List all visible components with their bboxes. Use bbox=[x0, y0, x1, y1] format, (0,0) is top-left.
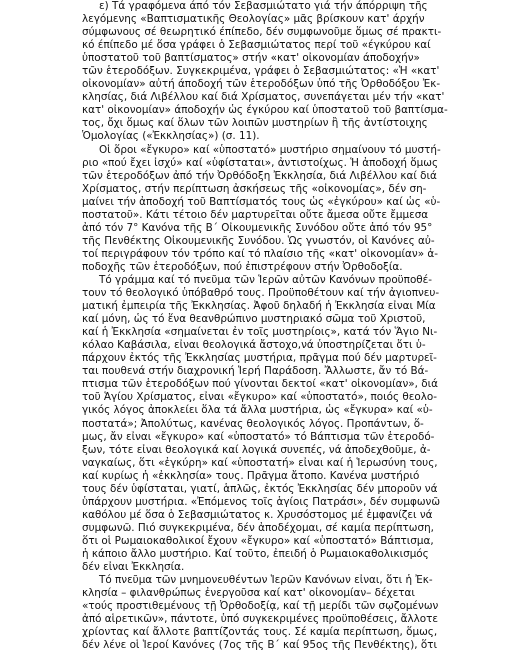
text-line: κλησίας, διά Λιβέλλου καί διά Χρίσματος, συνεπάγεται μέν τήν «κατ' bbox=[82, 91, 445, 104]
text-line: τουν τό θεολογικό ὑπόβαθρό τους. Προϋποθέτουν καί τήν ἀγιοπνευ- bbox=[82, 287, 440, 300]
text-line: τοῦ Ἁγίου Χρίσματος, εἶναι «ἔγκυρο» καί «ὑποστατό», ποιός θεολο- bbox=[82, 391, 437, 404]
text-line: λεγόμενης «Βαπτισματικῆς Θεολογίας» μᾶς βρίσκουν κατ' άρχήν bbox=[82, 13, 425, 26]
text-line: καί ἡ Ἐκκλησία «σημαίνεται ἐν τοῖς μυστηρίοις», κατά τόν Ἅγιο Νι- bbox=[82, 326, 438, 339]
text-line: τους δέν ὑφίσταται, γιατί, ἁπλῶς, ἐκτός Ἐκκλησίας δέν μποροῦν νά bbox=[82, 482, 438, 495]
text-line: πάρχουν ἐκτός τῆς Ἐκκλησίας μυστήρια, πρᾶγμα πού δέν μαρτυρεῖ- bbox=[82, 352, 437, 365]
text-line: ριο «πού ἔχει ἰσχύ» καί «ὑφίσταται», ἀντιστοίχως. Ἡ ἀποδοχή ὅμως bbox=[82, 156, 439, 169]
text-line: ματική ἐμπειρία τῆς Ἐκκλησίας. Ἀφοῦ δηλαδή ἡ Ἐκκλησία εἶναι Μία bbox=[82, 300, 436, 313]
text-line: ὑποστατοῦ τοῦ βαπτίσματος» στήν «κατ' οἰκονομίαν άποδοχήν» bbox=[82, 52, 420, 65]
text-line: μαίνει τήν ἀποδοχή τοῦ Βαπτίσματός τους ὡς «ἐγκύρου» καί ὡς «ὑ- bbox=[82, 195, 441, 208]
paragraph-4 bbox=[82, 574, 460, 652]
text-line: ξων, τότε εἶναι θεολογικά καί λογικά συνεπές, νά ἀποδεχθοῦμε, ἀ- bbox=[82, 443, 431, 456]
text-line: κό έπίπεδο μέ ὅσα γράφει ὁ Σεβασμιώτατος περί τοῦ «έγκύρου καί bbox=[82, 39, 431, 52]
text-line: Ὁμολογίας («Ἐκκλησίας») (σ. 11). bbox=[82, 130, 260, 143]
text-line: ται πουθενά στήν διαχρονική Ἱερή Παράδοση. Ἄλλωστε, ἄν τό Βά- bbox=[82, 365, 429, 378]
text-line: τῶν ἑτεροδόξων. Συγκεκριμένα, γράφει ὁ Σεβασμιώτατος: «Ἡ «κατ' bbox=[82, 65, 440, 78]
text-line: ποδοχῆς τῶν ἑτεροδόξων, πού ἐπιστρέφουν στήν Ὀρθοδοξία. bbox=[82, 260, 403, 273]
text-line: κόλαο Καβάσιλα, εἶναι θεολογικά ἄστοχο,νά ὑποστηρίζεται ὅτι ὑ- bbox=[82, 339, 426, 352]
text-line: χρίοντας καί ἄλλοτε βαπτίζοντάς τους. Σέ καμία περίπτωση, ὅμως, bbox=[82, 626, 438, 639]
text-line: ὑπάρχουν μυστήρια. «Ἐπόμενος τοῖς ἁγίοις Πατράσι», δέν συμφωνῶ bbox=[82, 495, 441, 508]
text-line: ναγκαίως, ὅτι «ἐγκύρη» καί «ὑποστατή» εἶναι καί ἡ Ἱερωσύνη τους, bbox=[82, 456, 438, 469]
text-line: ποστατά»; Ἀπολύτως, κανένας θεολογικός λόγος. Προπάντων, ὅ- bbox=[82, 417, 424, 430]
text-line: δέν εἶναι Ἐκκλησία. bbox=[82, 561, 185, 574]
text-line: Τό πνεῦμα τῶν μνημονευθέντων Ἱερῶν Κανόνων εἶναι, ὅτι ἡ Ἐκ- bbox=[99, 574, 433, 587]
text-line: κατ' οἰκονομίαν» άποδοχήν ὡς έγκύρου καί ὑποστατοῦ τοῦ βαπτίσμα- bbox=[82, 104, 448, 117]
text-line: γικός λόγος ἀποκλείει ὅλα τά ἄλλα μυστήρια, ὡς «ἔγκυρα» καί «ὑ- bbox=[82, 404, 433, 417]
text-line: «τούς προστιθεμένους τῇ Ὀρθοδοξίᾳ, καί τῇ μερίδι τῶν σῳζομένων bbox=[82, 600, 439, 613]
text-line: Οἱ ὅροι «ἔγκυρο» καί «ὑποστατό» μυστήριο σημαίνουν τό μυστή- bbox=[99, 143, 441, 156]
text-line: κλησία – φιλανθρώπως ἐνεργοῦσα καί κατ' οἰκονομίαν– δέχεται bbox=[82, 587, 415, 600]
text-line: ὅτι οἱ Ρωμαιοκαθολικοί ἔχουν «ἔγκυρο» καί «ὑποστατό» Βάπτισμα, bbox=[82, 534, 434, 547]
text-line: ἀπό αἱρετικῶν», πάντοτε, ὑπό συγκεκριμένες προϋποθέσεις, ἄλλοτε bbox=[82, 613, 439, 626]
paragraph-1 bbox=[82, 0, 460, 144]
text-line: ἀπό τόν 7° Κανόνα τῆς Β΄ Οἰκουμενικῆς Συνόδου οὔτε ἀπό τόν 95° bbox=[82, 221, 433, 234]
text-line: τος, ὄχι ὅμως καί ὅλων τῶν λοιπῶν μυστηρίων ἢ τῆς ἀντίστοιχης bbox=[82, 117, 428, 130]
text-line: τῆς Πενθέκτης Οἰκουμενικῆς Συνόδου. Ὡς γνωστόν, οἱ Κανόνες αὐ- bbox=[82, 234, 435, 247]
text-line: τῶν ἑτεροδόξων ἀπό τήν Ὀρθόδοξη Ἐκκλησία, διά Λιβέλλου καί διά bbox=[82, 169, 437, 182]
text-line: ποστατοῦ». Κάτι τέτοιο δέν μαρτυρεῖται οὔτε ἄμεσα οὔτε ἔμμεσα bbox=[82, 208, 429, 221]
text-line: πτισμα τῶν ἑτεροδόξων πού γίνονται δεκτοί «κατ' οἰκονομίαν», διά bbox=[82, 378, 438, 391]
text-line: καί κυρίως ἡ «ἐκκλησία» τους. Πρᾶγμα ἄτοπο. Κανένα μυστήριό bbox=[82, 469, 420, 482]
text-line: μως, ἄν εἶναι «ἔγκυρο» καί «ὑποστατό» τό Βάπτισμα τῶν ἑτεροδό- bbox=[82, 430, 435, 443]
text-line: Χρίσματος, στήν περίπτωση ἀσκήσεως τῆς «οἰκονομίας», δέν ση- bbox=[82, 182, 427, 195]
paragraph-3 bbox=[82, 274, 460, 574]
text-line: Τό γράμμα καί τό πνεῦμα τῶν Ἱερῶν αὐτῶν Κανόνων προϋποθέ- bbox=[99, 273, 433, 286]
text-line: καί μόνη, ὡς τό ἕνα θεανθρώπινο μυστηριακό σῶμα τοῦ Χριστοῦ, bbox=[82, 313, 426, 326]
text-line: δέν λένε οἱ Ἱεροί Κανόνες (7ος τῆς Β΄ καί 95ος τῆς Πενθέκτης), ὅτι bbox=[82, 639, 438, 652]
paragraph-2 bbox=[82, 144, 460, 274]
text-line: καθόλου μέ ὅσα ὁ Σεβασμιώτατος κ. Χρυσόστομος μέ ἐμφανίζει νά bbox=[82, 508, 433, 521]
text-line: σύμφωνους σέ θεωρητικό έπίπεδο, δέν συμφωνοῦμε ὅμως σέ πρακτι- bbox=[82, 26, 442, 39]
text-line: οἰκονομίαν» αὐτή άποδοχή τῶν ἑτεροδόξων ὑπό τῆς Ὀρθοδόξου Ἐκ- bbox=[82, 78, 441, 91]
text-line: ἡ κάποιο ἄλλο μυστήριο. Καί τοῦτο, ἐπειδή ὁ Ρωμαιοκαθολικισμός bbox=[82, 547, 429, 560]
text-line: τοί περιγράφουν τόν τρόπο καί τό πλαίσιο τῆς «κατ' οἰκονομίαν» ἀ- bbox=[82, 247, 438, 260]
text-line: ε) Τά γραφόμενα άπό τόν Σεβασμιώτατο γιά τήν άπόρριψη τῆς bbox=[99, 0, 428, 12]
text-line: συμφωνῶ. Πιό συγκεκριμένα, δέν ἀποδέχομαι, σέ καμία περίπτωση, bbox=[82, 521, 434, 534]
